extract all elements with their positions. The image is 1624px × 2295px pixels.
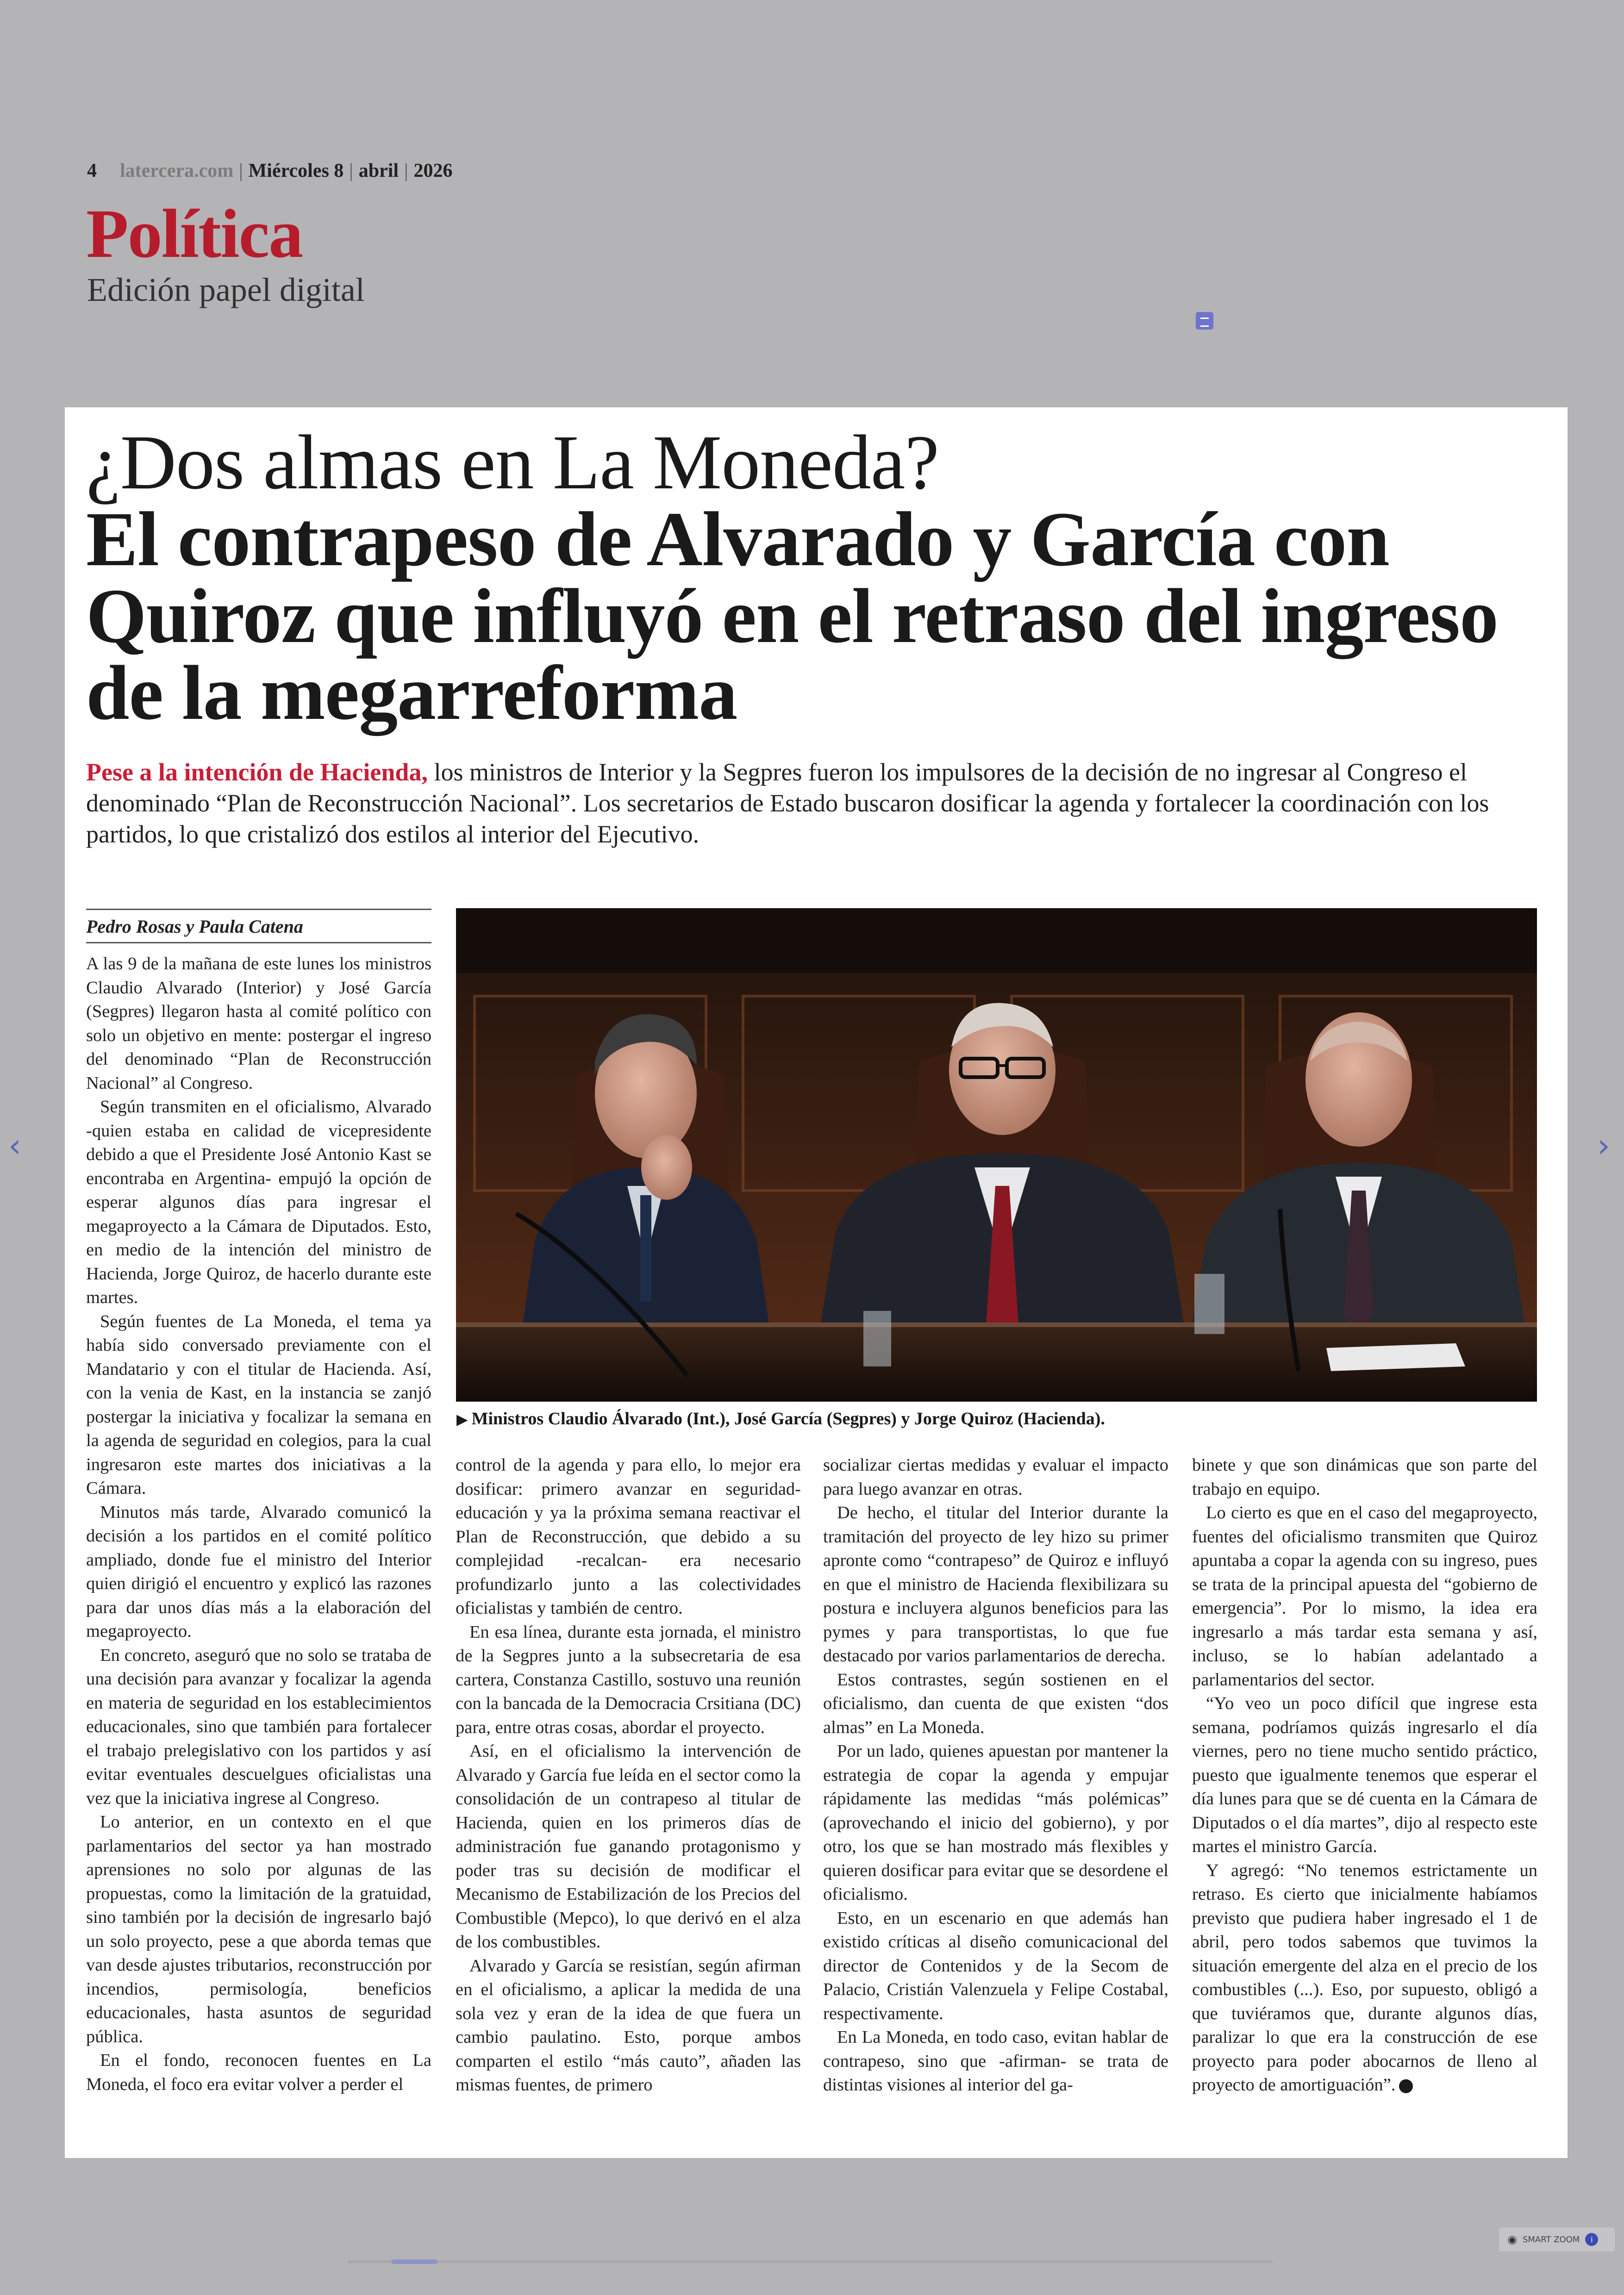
newspaper-page — [65, 407, 1568, 2158]
headline-line-1: ¿Dos almas en La Moneda? — [86, 419, 939, 505]
info-badge-icon: i — [1585, 2233, 1598, 2246]
smart-zoom-button[interactable] — [1499, 2227, 1615, 2251]
paragraph: Estos contrastes, según sostienen en el oficialismo, dan cuenta de que existen “dos almas” en La Moneda. — [823, 1670, 1168, 1737]
article-deck — [86, 757, 1530, 850]
paragraph: Y agregó: “No tenemos estrictamente un retraso. Es cierto que inicialmente habíamos previsto que pudiera haber ingresado el 1 de abril, pero todos sabemos que tuvimos la situación emergente del alza en el precio de los combustibles (...). Eso, por supuesto, obligó a que tuviéramos que, durante algunos días, paralizar lo que era la construcción de ese proyecto para poder abocarnos de lleno al proyecto de amortiguación”. — [1192, 1860, 1537, 2095]
paragraph: Por un lado, quienes apuestan por mantener la estrategia de copar la agenda y empujar rápidamente las medidas “más polémicas” (aprovechando el inicio del gobierno), y por otro, los que se han mostrado más flexibles y quieren dosificar para evitar que se desordene el oficialismo. — [823, 1741, 1168, 1904]
date-month: abril — [358, 160, 399, 181]
paragraph: socializar ciertas medidas y evaluar el impacto para luego avanzar en otras. — [823, 1455, 1168, 1499]
deck-lead: Pese a la intención de Hacienda, — [86, 758, 428, 786]
paragraph: Alvarado y García se resistían, según afirman en el oficialismo, a aplicar la medida de una sola vez y eran de la idea de que fuera un cambio paulatino. Esto, porque ambos comparten el estilo “más cauto”, añaden las mismas fuentes, de primero — [456, 1956, 801, 2095]
photo-caption — [456, 1409, 1537, 1429]
note-icon[interactable] — [1196, 312, 1213, 330]
smart-zoom-label: SMART ZOOM — [1522, 2234, 1580, 2245]
paragraph: En esa línea, durante esta jornada, el ministro de la Segpres junto a la subsecretaria de esa cartera, Constanza Castillo, sostuvo una reunión con la bancada de la Democracia Crsitiana (DC) para, entre otras cosas, abordar el proyecto. — [456, 1622, 801, 1737]
article-photo — [456, 908, 1537, 1402]
paragraph: “Yo veo un poco difícil que ingrese esta semana, podríamos quizás ingresarlo el día viernes, pero no tiene mucho sentido práctico, puesto que igualmente tenemos que esperar el día lunes para que se dé cuenta en la Cámara de Diputados o el día martes”, dijo al respecto este martes el ministro García. — [1192, 1694, 1537, 1856]
byline: Pedro Rosas y Paula Catena — [86, 909, 431, 943]
next-page-arrow-icon[interactable]: › — [1597, 1127, 1610, 1165]
section-title: Política — [86, 195, 303, 272]
paragraph: En concreto, aseguró que no solo se trataba de una decisión para avanzar y focalizar la agenda en materia de seguridad en los establecimientos educacionales, sino que también para fortalecer el trabajo prelegislativo con los partidos y así evitar eventuales descuelgues oficialistas una vez que la iniciativa ingrese al Congreso. — [86, 1645, 431, 1808]
paragraph: Esto, en un escenario en que además han existido críticas al diseño comunicacional del director de Contenidos y de la Secom de Palacio, Cristián Valenzuela y Felipe Costabal, respectivamente. — [823, 1908, 1168, 2023]
date-year: 2026 — [413, 160, 453, 181]
paragraph: Así, en el oficialismo la intervención de Alvarado y García fue leída en el sector como la consolidación de un contrapeso al titular de Hacienda, quien en los primeros días de administración fue ganando protagonismo y poder tras su decisión de modificar el Mecanismo de Estabilización de los Precios del Combustible (Mepco), lo que derivó en el alza de los combustibles. — [456, 1741, 801, 1952]
paragraph: Según fuentes de La Moneda, el tema ya había sido conversado previamente con el Mandatario y con el titular de Hacienda. Así, con la venia de Kast, en la instancia se zanjó postergar la iniciativa y focalizar la semana en la agenda de seguridad en colegios, para la cual ingresaron este martes dos iniciativas a la Cámara. — [86, 1311, 431, 1498]
page-scrubber-track[interactable] — [347, 2260, 1273, 2263]
previous-page-arrow-icon[interactable]: ‹ — [8, 1127, 21, 1165]
headline-line-2: El contrapeso de Alvarado y García con Quiroz que influyó en el retraso del ingreso de la megarreforma — [86, 496, 1498, 736]
eye-icon: ◉ — [1507, 2233, 1517, 2246]
paragraph: A las 9 de la mañana de este lunes los ministros Claudio Alvarado (Interior) y José García (Segpres) llegaron hasta al comité político con solo un objetivo en mente: postergar el ingreso del denominado “Plan de Reconstrucción Nacional” al Congreso. — [86, 954, 431, 1093]
headline — [86, 419, 1530, 736]
paragraph: Minutos más tarde, Alvarado comunicó la decisión a los partidos en el comité político ampliado, donde fue el ministro del Interior quien dirigió el encuentro y explicó las razones para dar unos días más a la elaboración del megaproyecto. — [86, 1502, 431, 1641]
edition-subtitle: Edición papel digital — [87, 271, 365, 308]
article-column-1 — [86, 952, 431, 2096]
article-column-4 — [1192, 1453, 1537, 2097]
page-scrubber-thumb[interactable] — [391, 2259, 437, 2264]
paragraph: Lo cierto es que en el caso del megaproyecto, fuentes del oficialismo transmiten que Quiroz apuntaba a copar la agenda con su ingreso, pues se trata de la principal apuesta del “gobierno de emergencia”. Por lo mismo, la idea era ingresarlo a más tardar esta semana y así, incluso, se lo habían adelantado a parlamentarios del sector. — [1192, 1503, 1537, 1690]
paragraph: De hecho, el titular del Interior durante la tramitación del proyecto de ley hizo su primer apronte como “contrapeso” de Quiroz e influyó en que el ministro de Hacienda flexibilizara su postura e incluyera algunos beneficios para las pymes y para transportistas, lo que fue destacado por varios parlamentarios de derecha. — [823, 1503, 1168, 1665]
date-day: Miércoles 8 — [248, 160, 344, 181]
paragraph: binete y que son dinámicas que son parte del trabajo en equipo. — [1192, 1455, 1537, 1499]
article-column-3 — [823, 1453, 1168, 2097]
page-header-line: 4 latercera.com | Miércoles 8 | abril | 2026 — [87, 160, 453, 181]
caption-triangle-icon: ▶ — [456, 1410, 468, 1428]
page-number: 4 — [87, 160, 97, 181]
ministers-photo-illustration — [456, 908, 1537, 1402]
paragraph: En el fondo, reconocen fuentes en La Moneda, el foco era evitar volver a perder el — [86, 2051, 431, 2094]
deck-text: los ministros de Interior y la Segpres fueron los impulsores de la decisión de no ingresar al Congreso el denominado “Plan de Reconstrucción Nacional”. Los secretarios de Estado buscaron dosificar la agenda y fortalecer la coordinación con los partidos, lo que cristalizó dos estilos al interior del Ejecutivo. — [86, 758, 1489, 848]
site-name: latercera.com — [120, 160, 234, 181]
paragraph: control de la agenda y para ello, lo mejor era dosificar: primero avanzar en seguridad-educación y ya la próxima semana reactivar el Plan de Reconstrucción, que debido a su complejidad -recalcan- era necesario profundizarlo junto a las colectividades oficialistas y también de centro. — [456, 1455, 801, 1618]
end-of-article-icon — [1399, 2079, 1413, 2093]
paragraph: Según transmiten en el oficialismo, Alvarado -quien estaba en calidad de vicepresidente debido a que el Presidente José Antonio Kast se encontraba en Argentina- empujó la opción de esperar algunos días para ingresar el megaproyecto a la Cámara de Diputados. Esto, en medio de la intención del ministro de Hacienda, Jorge Quiroz, de hacerlo durante este martes. — [86, 1097, 431, 1307]
caption-text: Ministros Claudio Álvarado (Int.), José García (Segpres) y Jorge Quiroz (Hacienda). — [471, 1409, 1105, 1428]
paragraph: En La Moneda, en todo caso, evitan hablar de contrapeso, sino que -afirman- se trata de distintas visiones al interior del ga- — [823, 2027, 1168, 2095]
paragraph: Lo anterior, en un contexto en el que parlamentarios del sector ya han mostrado aprensiones no solo por algunas de las propuestas, como la limitación de la gratuidad, sino también por la decisión de ingresarlo bajó un solo proyecto, pese a que aborda temas que van desde ajustes tributarios, reconstrucción por incendios, permisología, beneficios educacionales, hasta asuntos de seguridad pública. — [86, 1812, 431, 2046]
article-column-2 — [456, 1453, 801, 2097]
